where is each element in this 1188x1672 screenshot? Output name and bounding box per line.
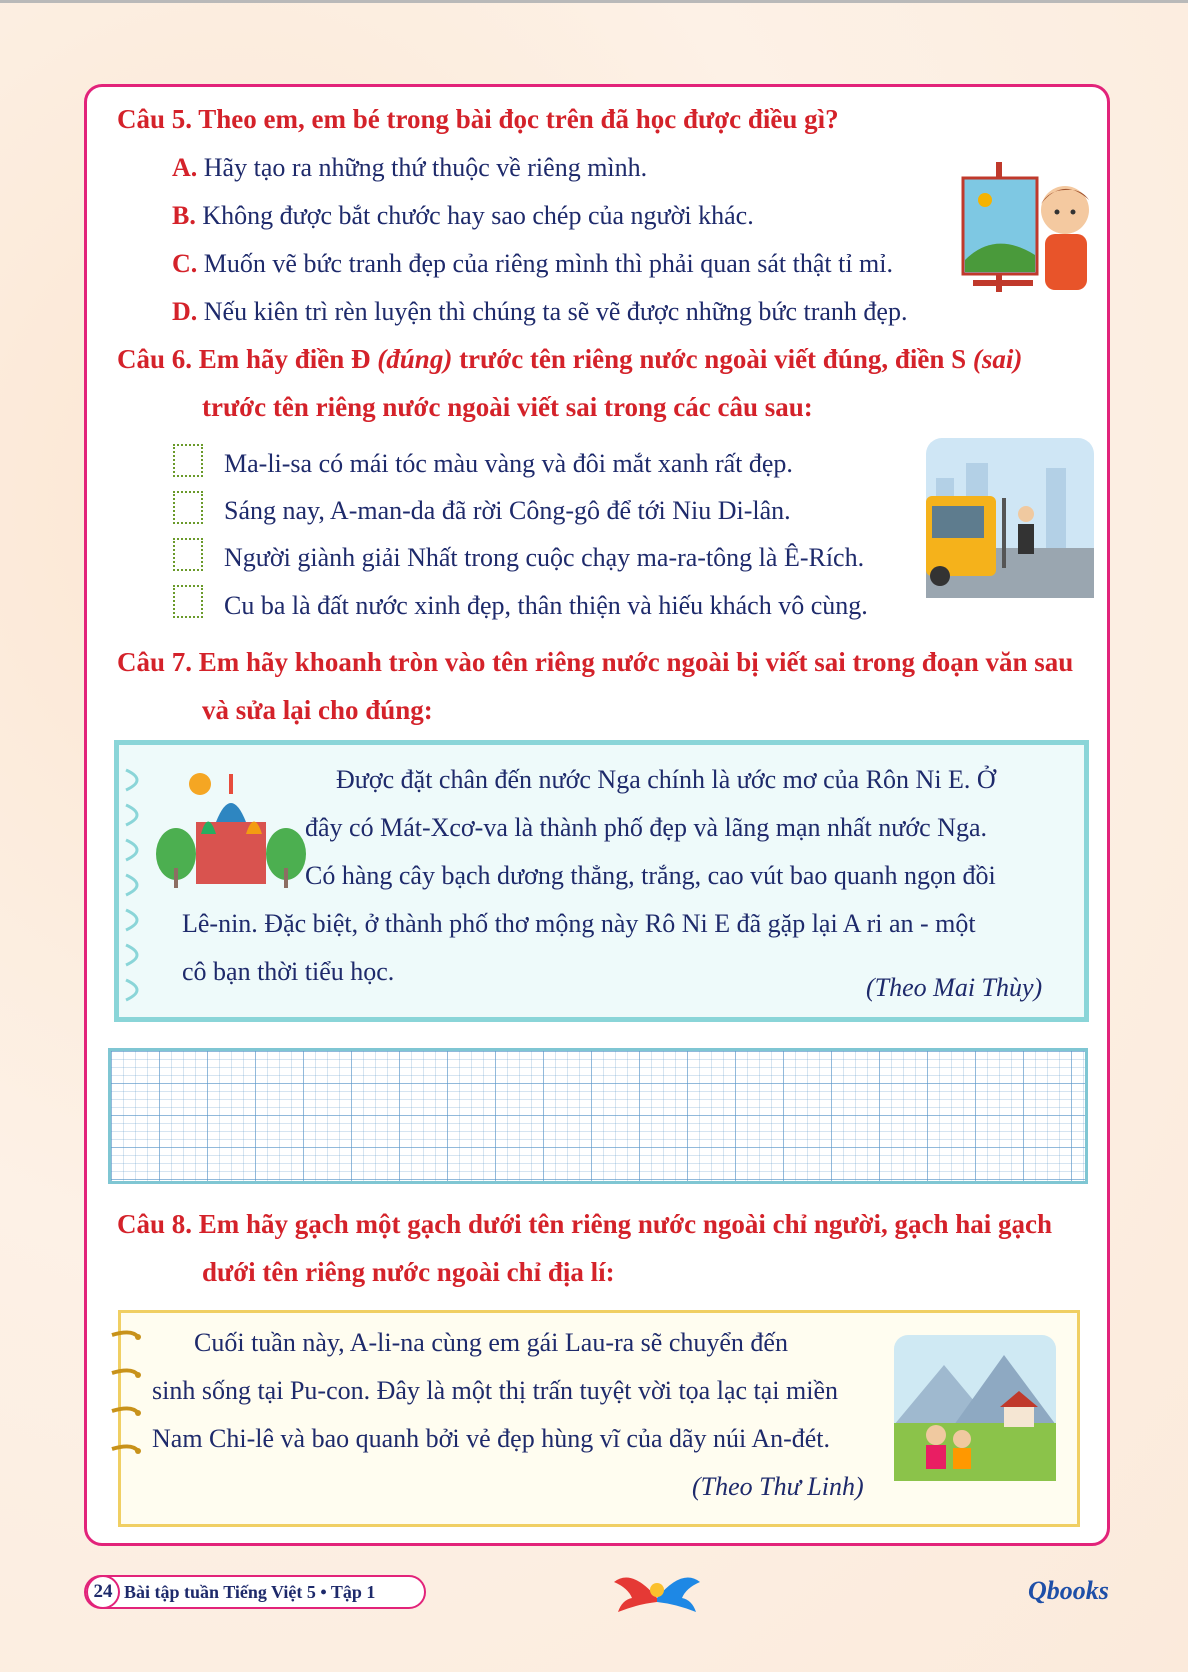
q6-title-line1: Câu 6. Em hãy điền Đ (đúng) trước tên riêng nước ngoài viết đúng, điền S (sai) <box>117 344 1023 374</box>
q8-source: (Theo Thư Linh) <box>692 1472 864 1501</box>
writing-grid[interactable] <box>108 1048 1088 1184</box>
q6-statement-1: Ma-li-sa có mái tóc màu vàng và đôi mắt xanh rất đẹp. <box>224 449 793 478</box>
q7-passage-line-5: cô bạn thời tiểu học. <box>182 957 395 986</box>
page-number: 24 <box>86 1575 120 1609</box>
q6-statement-2: Sáng nay, A-man-da đã rời Công-gô để tới Niu Di-lân. <box>224 496 791 525</box>
q8-passage-line-2: sinh sống tại Pu-con. Đây là một thị trấn tuyệt vời tọa lạc tại miền <box>152 1376 839 1405</box>
q5-option-d: D. Nếu kiên trì rèn luyện thì chúng ta sẽ vẽ được những bức tranh đẹp. <box>172 297 908 326</box>
footer-title-pill <box>84 1575 426 1609</box>
brand-logo: Qbooks <box>1028 1576 1109 1605</box>
q6-answer-box-2[interactable] <box>173 491 203 524</box>
q6-answer-box-3[interactable] <box>173 538 203 571</box>
q7-title-line2: và sửa lại cho đúng: <box>202 695 433 725</box>
q6-title-line2: trước tên riêng nước ngoài viết sai trong các câu sau: <box>202 392 813 422</box>
q8-title-line2: dưới tên riêng nước ngoài chỉ địa lí: <box>202 1257 615 1287</box>
girls-travel-illustration <box>894 1335 1056 1481</box>
q7-passage-line-1: Được đặt chân đến nước Nga chính là ước mơ của Rôn Ni E. Ở <box>336 765 996 794</box>
q7-passage-line-2: đây có Mát-Xcơ-va là thành phố đẹp và lãng mạn nhất nước Nga. <box>305 813 987 842</box>
q5-title: Câu 5. Theo em, em bé trong bài đọc trên đã học được điều gì? <box>117 104 839 134</box>
notebook-spiral-decoration <box>118 760 158 1010</box>
q8-title-line1: Câu 8. Em hãy gạch một gạch dưới tên riêng nước ngoài chỉ người, gạch hai gạch <box>117 1209 1053 1239</box>
q6-answer-box-4[interactable] <box>173 585 203 618</box>
book-title: Bài tập tuần Tiếng Việt 5 • Tập 1 <box>124 1582 376 1602</box>
wings-logo-icon <box>612 1568 702 1622</box>
q6-statement-4: Cu ba là đất nước xinh đẹp, thân thiện và hiếu khách vô cùng. <box>224 591 868 620</box>
q7-title-line1: Câu 7. Em hãy khoanh tròn vào tên riêng nước ngoài bị viết sai trong đoạn văn sau <box>117 647 1074 677</box>
q6-statement-3: Người giành giải Nhất trong cuộc chạy ma-ra-tông là Ê-Rích. <box>224 543 865 572</box>
boy-painting-illustration <box>955 160 1105 300</box>
q5-option-a: A. Hãy tạo ra những thứ thuộc về riêng mình. <box>172 153 648 182</box>
q6-answer-box-1[interactable] <box>173 444 203 477</box>
q5-option-c: C. Muốn vẽ bức tranh đẹp của riêng mình thì phải quan sát thật tỉ mỉ. <box>172 249 893 278</box>
bus-stop-illustration <box>926 438 1094 598</box>
q8-passage-line-1: Cuối tuần này, A-li-na cùng em gái Lau-ra sẽ chuyển đến <box>194 1328 788 1357</box>
q7-source: (Theo Mai Thùy) <box>866 973 1043 1002</box>
kremlin-illustration <box>156 764 306 894</box>
ring-binder-decoration <box>108 1325 148 1485</box>
q7-passage-line-3: Có hàng cây bạch dương thẳng, trắng, cao vút bao quanh ngọn đồi <box>305 861 996 890</box>
q8-passage-line-3: Nam Chi-lê và bao quanh bởi vẻ đẹp hùng vĩ của dãy núi An-đét. <box>152 1424 831 1453</box>
q5-option-b: B. Không được bắt chước hay sao chép của người khác. <box>172 201 754 230</box>
q7-passage-line-4: Lê-nin. Đặc biệt, ở thành phố thơ mộng này Rô Ni E đã gặp lại A ri an - một <box>182 909 976 938</box>
top-rule <box>0 0 1188 3</box>
